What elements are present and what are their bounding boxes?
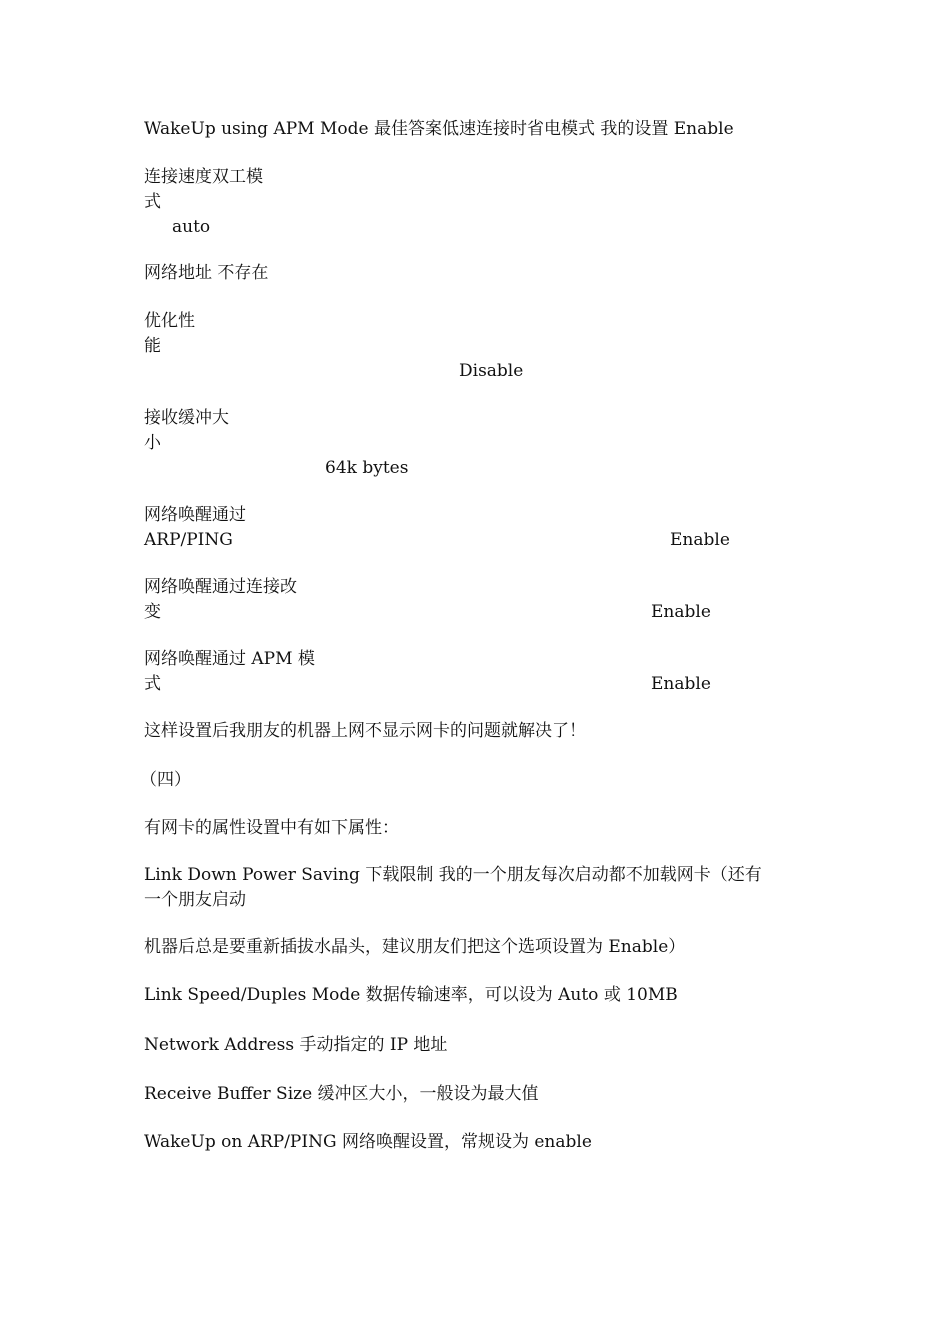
receive-buffer-label-line1: 接收缓冲大 xyxy=(144,408,229,428)
wake-link-change-label-line1: 网络唤醒通过连接改 xyxy=(144,577,297,597)
wake-apm-mode-label-line2: 式 xyxy=(144,674,161,694)
wakeup-apm-line: WakeUp using APM Mode 最佳答案低速连接时省电模式 我的设置 Enable xyxy=(144,119,734,139)
wake-arp-ping-label-line2: ARP/PING xyxy=(144,530,233,550)
wake-arp-ping-value: Enable xyxy=(670,530,730,550)
wake-link-change-value: Enable xyxy=(651,602,711,622)
link-speed-value: auto xyxy=(172,217,211,237)
optimize-performance-label-line2: 能 xyxy=(144,336,161,356)
receive-buffer-label-line2: 小 xyxy=(144,433,161,453)
network-address-line: 网络地址 不存在 xyxy=(144,263,269,283)
optimize-performance-label-line1: 优化性 xyxy=(144,311,195,331)
wake-apm-mode-label-line1: 网络唤醒通过 APM 模 xyxy=(144,649,315,669)
receive-buffer-desc: Receive Buffer Size 缓冲区大小，一般设为最大值 xyxy=(144,1084,539,1104)
link-down-line2: 一个朋友启动 xyxy=(144,890,246,910)
section-heading: （四） xyxy=(140,770,191,790)
wake-apm-mode-value: Enable xyxy=(651,674,711,694)
result-sentence: 这样设置后我朋友的机器上网不显示网卡的问题就解决了！ xyxy=(144,721,586,741)
link-speed-label-line1: 连接速度双工模 xyxy=(144,167,263,187)
link-speed-label-line2: 式 xyxy=(144,192,161,212)
wakeup-arp-desc: WakeUp on ARP/PING 网络唤醒设置，常规设为 enable xyxy=(144,1132,592,1152)
link-down-line3: 机器后总是要重新插拔水晶头，建议朋友们把这个选项设置为 Enable） xyxy=(144,937,686,957)
link-down-line1: Link Down Power Saving 下载限制 我的一个朋友每次启动都不加载网卡（还有 xyxy=(144,865,762,885)
link-speed-desc: Link Speed/Duples Mode 数据传输速率，可以设为 Auto 或 10MB xyxy=(144,985,678,1005)
wake-arp-ping-label-line1: 网络唤醒通过 xyxy=(144,505,246,525)
receive-buffer-value: 64k bytes xyxy=(325,458,409,478)
optimize-performance-value: Disable xyxy=(459,361,524,381)
intro-line: 有网卡的属性设置中有如下属性： xyxy=(144,818,399,838)
wake-link-change-label-line2: 变 xyxy=(144,602,161,622)
network-address-desc: Network Address 手动指定的 IP 地址 xyxy=(144,1035,448,1055)
